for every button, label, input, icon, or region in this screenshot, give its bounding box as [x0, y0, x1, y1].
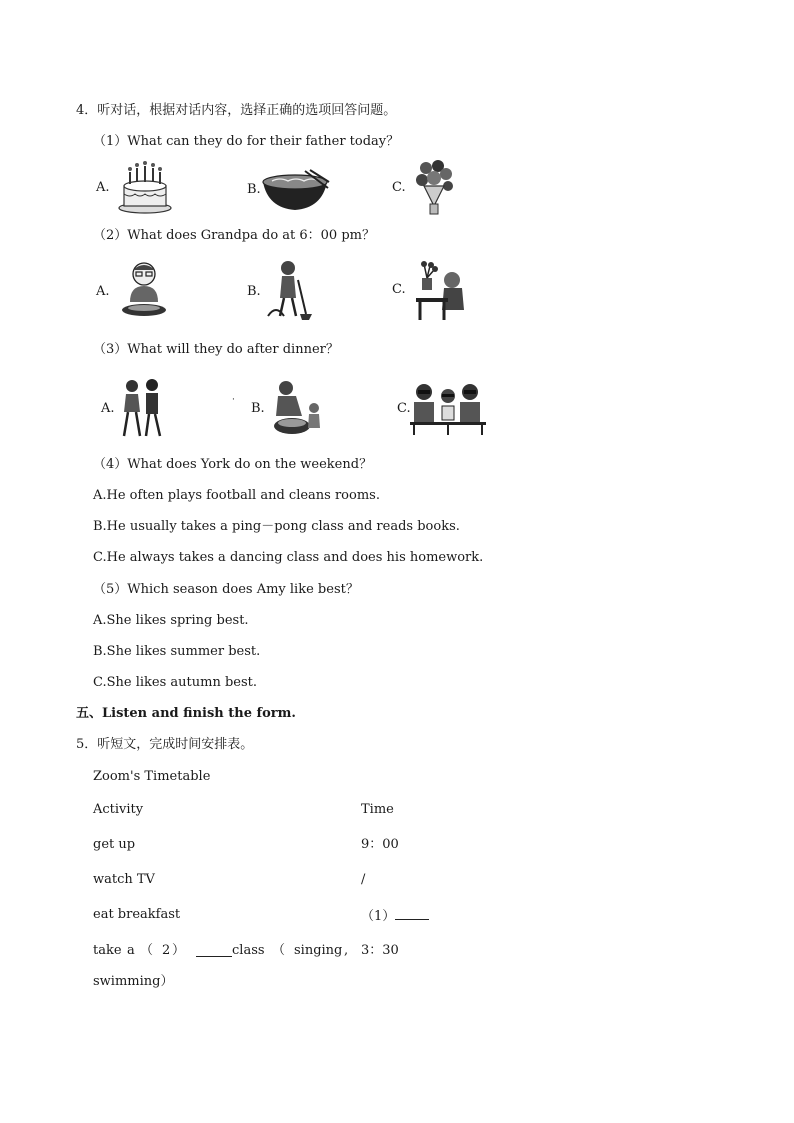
row-4-number: 2: [162, 943, 171, 958]
q4-3-option-b-label: B.: [251, 401, 265, 416]
q4-4-option-b: B.He usually takes a ping－pong class and reads books.: [93, 519, 460, 534]
q4-3-option-c-label: C.: [397, 401, 411, 416]
row-2-time: /: [361, 872, 366, 887]
q4-1-option-c-label: C.: [392, 180, 406, 195]
q4-2-question: （2）What does Grandpa do at 6：00 pm？: [93, 228, 375, 243]
row-3-activity: eat breakfast: [93, 907, 181, 922]
q4-1-question: （1）What can they do for their father today？: [93, 134, 400, 149]
washing-clothes-icon: [266, 380, 328, 438]
q4-5-option-b: B.She likes summer best.: [93, 644, 261, 659]
row-4-word-singing: singing: [294, 943, 343, 958]
section-5-title: 五、Listen and finish the form.: [76, 706, 296, 721]
couple-walking-icon: [116, 378, 168, 438]
row-4-word-take: take: [93, 943, 122, 958]
sweeping-icon: [262, 258, 314, 322]
row-4-time: 3：30: [361, 943, 399, 958]
row-3-time-prefix: （1）: [361, 909, 396, 924]
watching-movie-icon: [410, 378, 486, 436]
q4-2-option-c-label: C.: [392, 282, 406, 297]
noodle-bowl-icon: [260, 168, 330, 212]
q4-5-option-c: C.She likes autumn best.: [93, 675, 258, 690]
row-4-paren-close: ）: [172, 943, 186, 958]
row-4-word-a: a: [127, 943, 135, 958]
q4-5-option-a: A.She likes spring best.: [93, 613, 249, 628]
row-3-time: [361, 907, 429, 925]
q4-3-option-a-label: A.: [101, 401, 115, 416]
q4-5-question: （5）Which season does Amy like best？: [93, 582, 359, 597]
row-4-activity-continued: swimming）: [93, 974, 174, 989]
row-4-comma: ,: [344, 943, 349, 958]
q4-4-option-a: A.He often plays football and cleans rooms.: [93, 488, 380, 503]
answer-blank-1[interactable]: [395, 907, 429, 920]
header-time: Time: [361, 802, 394, 817]
q4-2-option-b-label: B.: [247, 284, 261, 299]
birthday-cake-icon: [116, 158, 174, 216]
grandpa-eating-icon: [116, 258, 172, 322]
answer-blank-2[interactable]: [196, 944, 232, 957]
header-activity: Activity: [93, 802, 144, 817]
flower-bouquet-icon: [410, 158, 458, 216]
q4-1-option-b-label: B.: [247, 182, 261, 197]
row-4-paren-open: （: [140, 943, 154, 958]
q4-2-option-a-label: A.: [96, 284, 110, 299]
q4-4-option-c: C.He always takes a dancing class and does his homework.: [93, 550, 484, 565]
watering-plants-icon: [412, 258, 474, 322]
row-2-activity: watch TV: [93, 872, 155, 887]
timetable-title: Zoom's Timetable: [93, 769, 211, 784]
q5-heading: 5．听短文，完成时间安排表。: [76, 737, 254, 752]
row-4-word-class: class: [232, 943, 265, 958]
q4-1-option-a-label: A.: [96, 180, 110, 195]
q4-3-question: （3）What will they do after dinner？: [93, 342, 339, 357]
row-4-paren-open-2: （: [272, 943, 286, 958]
q4-4-question: （4）What does York do on the weekend？: [93, 457, 373, 472]
row-1-activity: get up: [93, 837, 136, 852]
row-1-time: 9：00: [361, 837, 399, 852]
q4-heading: 4．听对话，根据对话内容，选择正确的选项回答问题。: [76, 103, 397, 118]
stray-dot: ·: [232, 395, 235, 405]
